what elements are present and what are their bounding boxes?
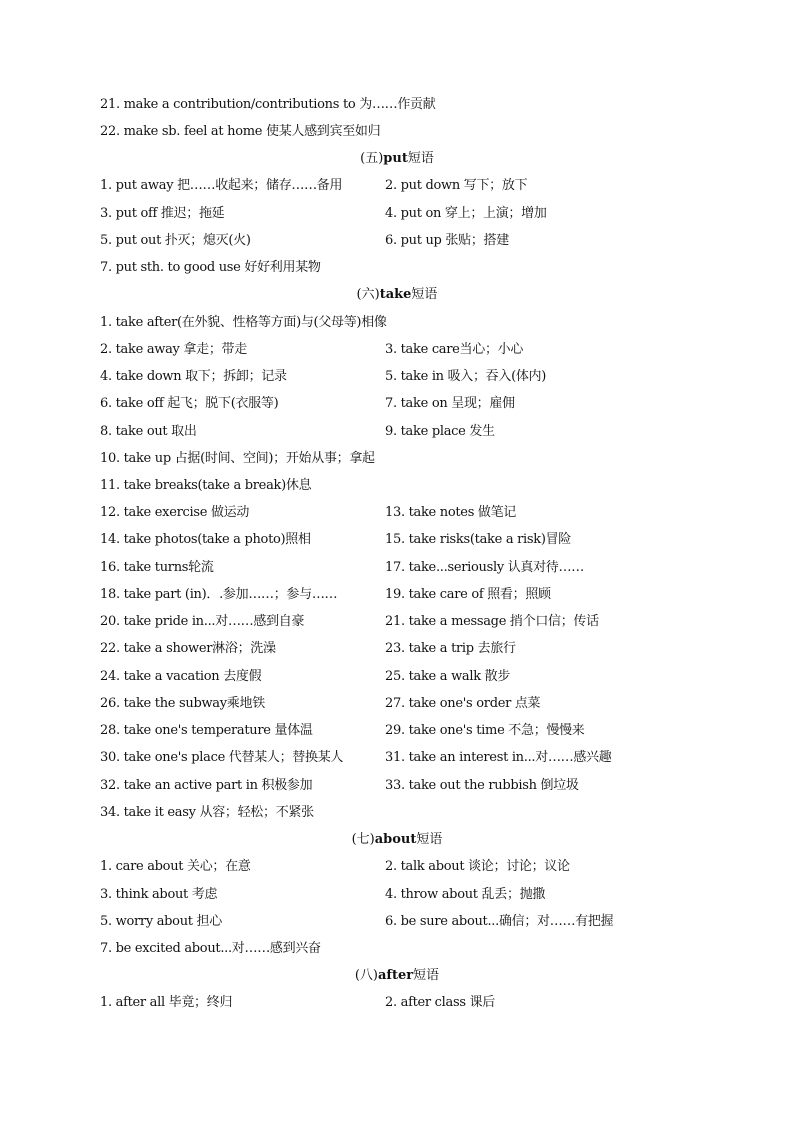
- phrase-text: 3. think about 考虑: [100, 887, 218, 902]
- phrase-row: [100, 369, 547, 396]
- phrase-row: [100, 614, 599, 641]
- phrase-text: 9. take place 发生: [385, 424, 495, 439]
- section-heading-put: (五)put短语: [360, 151, 434, 166]
- phrase-text: 11. take breaks(take a break)休息: [100, 478, 312, 493]
- phrase-text: 7. take on 呈现；雇佣: [385, 396, 515, 411]
- phrase-line: [100, 260, 321, 287]
- phrase-text: 6. put up 张贴；搭建: [385, 233, 509, 248]
- phrase-row: [100, 587, 551, 614]
- phrase-row: [100, 696, 541, 723]
- phrase-text: 8. take out 取出: [100, 424, 197, 439]
- phrase-row: [100, 424, 495, 451]
- phrase-text: 5. take in 吸入；吞入(体内): [385, 369, 547, 384]
- phrase-text: 14. take photos(take a photo)照相: [100, 532, 311, 547]
- phrase-text: 29. take one's time 不急；慢慢来: [385, 723, 585, 738]
- phrase-text: 30. take one's place 代替某人；替换某人: [100, 750, 344, 765]
- phrase-row: [100, 723, 585, 750]
- phrase-row: [100, 914, 614, 941]
- phrase-text: 7. be excited about...对……感到兴奋: [100, 941, 321, 956]
- phrase-text: 22. take a shower淋浴；洗澡: [100, 641, 276, 656]
- phrase-text: 2. put down 写下；放下: [385, 178, 528, 193]
- phrase-text: 17. take...seriously 认真对待……: [385, 560, 584, 575]
- phrase-text: 4. take down 取下；拆卸；记录: [100, 369, 287, 384]
- phrase-text: 3. take care当心；小心: [385, 342, 524, 357]
- phrase-row: [100, 778, 579, 805]
- phrase-text: 24. take a vacation 去度假: [100, 669, 262, 684]
- phrase-line: [100, 941, 321, 968]
- phrase-text: 1. care about 关心；在意: [100, 859, 251, 874]
- phrase-text: 7. put sth. to good use 好好利用某物: [100, 260, 321, 275]
- phrase-text: 2. talk about 谈论；讨论；议论: [385, 859, 570, 874]
- phrase-text: 31. take an interest in...对……感兴趣: [385, 750, 612, 765]
- section-heading-take: (六)take短语: [356, 287, 438, 302]
- phrase-line: [100, 451, 375, 478]
- phrase-line: [100, 124, 380, 151]
- phrase-text: 34. take it easy 从容；轻松；不紧张: [100, 805, 314, 820]
- phrase-text: 1. take after(在外貌、性格等方面)与(父母等)相像: [100, 315, 387, 330]
- phrase-text: 3. put off 推迟；拖延: [100, 206, 225, 221]
- phrase-row: [100, 641, 516, 668]
- phrase-row: [100, 750, 612, 777]
- phrase-text: 20. take pride in...对……感到自豪: [100, 614, 305, 629]
- phrase-text: 18. take part (in)．.参加……；参与……: [100, 587, 338, 602]
- section-heading-after: (八)after短语: [354, 968, 440, 983]
- phrase-text: 1. after all 毕竟；终归: [100, 995, 233, 1010]
- phrase-text: 6. be sure about...确信；对……有把握: [385, 914, 614, 929]
- phrase-text: 5. put out 扑灭；熄灭(火): [100, 233, 251, 248]
- phrase-text: 19. take care of 照看；照顾: [385, 587, 551, 602]
- phrase-text: 4. put on 穿上；上演；增加: [385, 206, 547, 221]
- phrase-text: 23. take a trip 去旅行: [385, 641, 516, 656]
- phrase-line: [100, 315, 387, 342]
- phrase-row: [100, 887, 546, 914]
- phrase-row: [100, 669, 511, 696]
- phrase-text: 33. take out the rubbish 倒垃圾: [385, 778, 579, 793]
- phrase-text: 21. make a contribution/contributions to 为……作贡献: [100, 97, 436, 112]
- phrase-text: 1. put away 把……收起来；储存……备用: [100, 178, 343, 193]
- phrase-text: 32. take an active part in 积极参加: [100, 778, 313, 793]
- phrase-text: 10. take up 占据(时间、空间)；开始从事；拿起: [100, 451, 375, 466]
- phrase-text: 22. make sb. feel at home 使某人感到宾至如归: [100, 124, 381, 139]
- phrase-row: [100, 532, 572, 559]
- phrase-line: [100, 97, 435, 124]
- phrase-text: 13. take notes 做笔记: [385, 505, 517, 520]
- phrase-text: 5. worry about 担心: [100, 914, 222, 929]
- phrase-row: [100, 206, 547, 233]
- phrase-line: [100, 805, 314, 832]
- phrase-text: 25. take a walk 散步: [385, 669, 511, 684]
- phrase-row: [100, 233, 509, 260]
- phrase-text: 28. take one's temperature 量体温: [100, 723, 313, 738]
- phrase-text: 2. after class 课后: [385, 995, 495, 1010]
- phrase-text: 26. take the subway乘地铁: [100, 696, 265, 711]
- phrase-line: [100, 478, 311, 505]
- phrase-text: 4. throw about 乱丢；抛撒: [385, 887, 546, 902]
- phrase-text: 6. take off 起飞；脱下(衣服等): [100, 396, 279, 411]
- phrase-text: 27. take one's order 点菜: [385, 696, 541, 711]
- phrase-row: [100, 342, 524, 369]
- phrase-row: [100, 859, 570, 886]
- phrase-row: [100, 505, 517, 532]
- phrase-text: 15. take risks(take a risk)冒险: [385, 532, 572, 547]
- section-heading-about: (七)about短语: [351, 832, 443, 847]
- phrase-text: 12. take exercise 做运动: [100, 505, 250, 520]
- phrase-row: [100, 995, 495, 1022]
- phrase-text: 2. take away 拿走；带走: [100, 342, 247, 357]
- phrase-row: [100, 396, 515, 423]
- phrase-text: 21. take a message 捎个口信；传话: [385, 614, 599, 629]
- phrase-row: [100, 560, 584, 587]
- phrase-row: [100, 178, 528, 205]
- phrase-text: 16. take turns轮流: [100, 560, 214, 575]
